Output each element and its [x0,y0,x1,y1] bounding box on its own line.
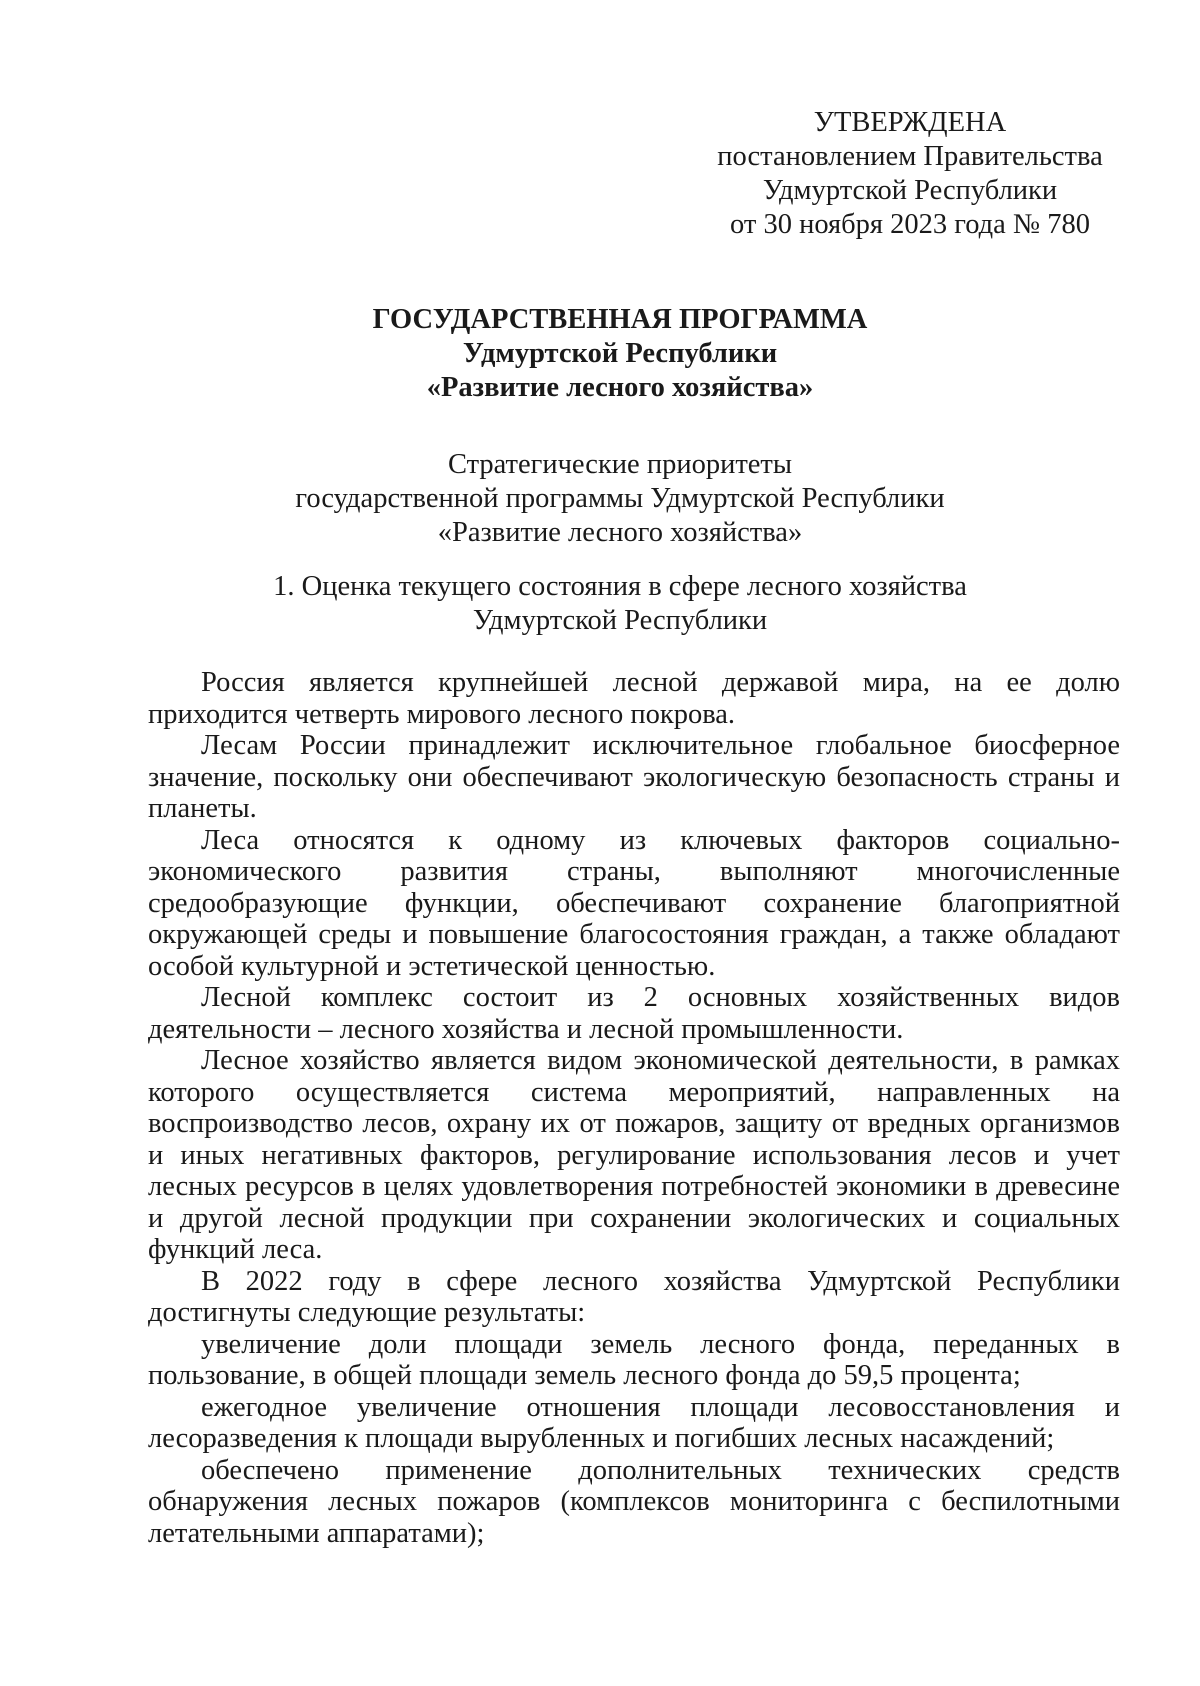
approval-issuer: постановлением Правительства [717,141,1103,172]
approval-heading: УТВЕРЖДЕНА [813,107,1007,138]
paragraph: Лесам России принадлежит исключительное глобальное биосферное значение, поскольку они обеспечивают экологическую безопасность страны и планеты. [148,730,1120,824]
paragraph: Лесной комплекс состоит из 2 основных хозяйственных видов деятельности – лесного хозяйства и лесной промышленности. [148,982,1120,1045]
subtitle-line: «Развитие лесного хозяйства» [437,517,803,548]
list-item: ежегодное увеличение отношения площади лесовосстановления и лесоразведения к площади вырубленных и погибших лесных насаждений; [148,1391,1120,1454]
approval-stamp [700,106,1120,242]
program-title-line: ГОСУДАРСТВЕННАЯ ПРОГРАММА [372,304,868,335]
paragraph: Лесное хозяйство является видом экономической деятельности, в рамках которого осуществляется система мероприятий, направленных на воспроизводство лесов, охрану их от пожаров, защиту от вредных организмов и иных негативных факторов, регулирование использования лесов и учет лесных ресурсов в целях удовлетворения потребностей экономики в древесине и другой лесной продукции при сохранении экологических и социальных функций леса. [148,1045,1120,1265]
strategic-priorities-heading [250,448,990,550]
program-title [250,303,990,405]
approval-region: Удмуртской Республики [762,175,1058,206]
approval-date-number: от 30 ноября 2023 года № 780 [729,209,1090,240]
subtitle-line: Стратегические приоритеты [447,449,793,480]
body-text [148,667,1120,1549]
section-heading-line: Удмуртской Республики [472,605,768,636]
paragraph: Россия является крупнейшей лесной державой мира, на ее долю приходится четверть мирового лесного покрова. [148,667,1120,730]
list-item: увеличение доли площади земель лесного фонда, переданных в пользование, в общей площади земель лесного фонда до 59,5 процента; [148,1328,1120,1391]
subtitle-line: государственной программы Удмуртской Республики [295,483,945,514]
section-heading [250,570,990,638]
paragraph: Леса относятся к одному из ключевых факторов социально-экономического развития страны, выполняют многочисленные средообразующие функции, обеспечивают сохранение благоприятной окружающей среды и повышение благосостояния граждан, а также обладают особой культурной и эстетической ценностью. [148,824,1120,982]
program-title-line: «Развитие лесного хозяйства» [426,372,814,403]
section-heading-line: 1. Оценка текущего состояния в сфере лесного хозяйства [273,571,967,602]
paragraph: В 2022 году в сфере лесного хозяйства Удмуртской Республики достигнуты следующие результаты: [148,1265,1120,1328]
program-title-line: Удмуртской Республики [462,338,778,369]
list-item: обеспечено применение дополнительных технических средств обнаружения лесных пожаров (комплексов мониторинга с беспилотными летательными аппаратами); [148,1454,1120,1549]
